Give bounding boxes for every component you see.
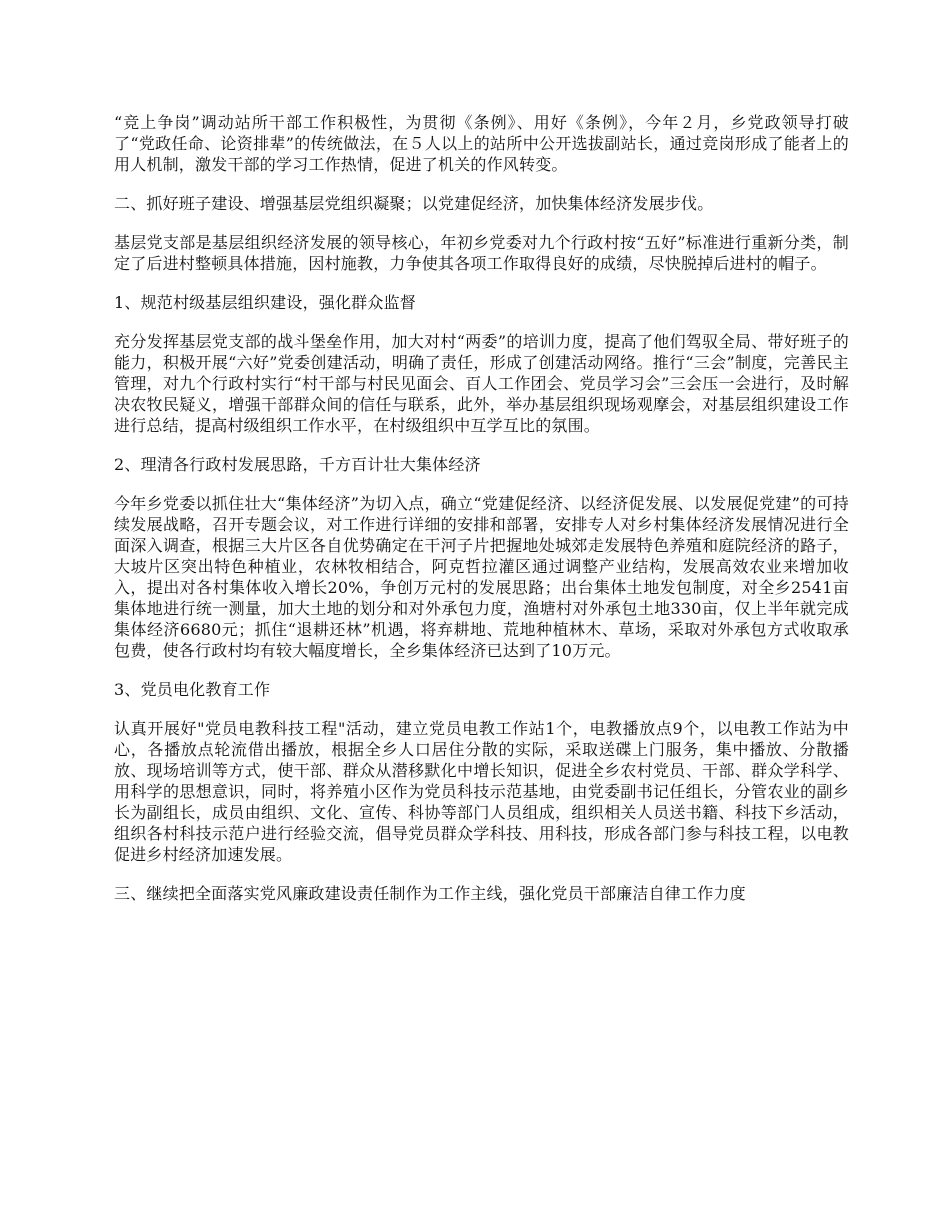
paragraph-competitive-posts: “竞上争岗”调动站所干部工作积极性，为贯彻《条例》、用好《条例》，今年２月，乡党政领导打破了“党政任命、论资排辈”的传统做法，在５人以上的站所中公开选拔副站长，通过竞岗形成了能者上的用人机制，激发干部的学习工作热情，促进了机关的作风转变。 [114,113,849,174]
paragraph-collective-economy: 今年乡党委以抓住壮大“集体经济”为切入点，确立“党建促经济、以经济促发展、以发展促党建”的可持续发展战略，召开专题会议，对工作进行详细的安排和部署，安排专人对乡村集体经济发展情况进行全面深入调查，根据三大片区各自优势确定在干河子片把握地处城郊走发展特色养殖和庭院经济的路子，大坡片区突出特色种植业，农林牧相结合，阿克哲拉灌区通过调整产业结构，发展高效农业来增加收入，提出对各村集体收入增长20%，争创万元村的发展思路；出台集体土地发包制度，对全乡2541亩集体地进行统一测量，加大土地的划分和对外承包力度，渔塘村对外承包土地330亩，仅上半年就完成集体经济6680元；抓住“退耕还林”机遇，将弃耕地、荒地种植林木、草场，采取对外承包方式收取承包费，使各行政村均有较大幅度增长，全乡集体经济已达到了10万元。 [114,494,849,660]
heading-item-three: 3、党员电化教育工作 [114,680,271,699]
heading-section-three: 三、继续把全面落实党风廉政建设责任制作为工作主线，强化党员干部廉洁自律工作力度 [114,884,746,903]
paragraph-electronic-education: 认真开展好"党员电教科技工程"活动，建立党员电教工作站1个，电教播放点9个，以电教工作站为中心，各播放点轮流借出播放，根据全乡人口居住分散的实际，采取送碟上门服务，集中播放、分散播放、现场培训等方式，使干部、群众从潜移默化中增长知识，促进全乡农村党员、干部、群众学科学、用科学的思想意识，同时，将养殖小区作为党员科技示范基地，由党委副书记任组长，分管农业的副乡长为副组长，成员由组织、文化、宣传、科协等部门人员组成，组织相关人员送书籍、科技下乡活动，组织各村科技示范户进行经验交流，倡导党员群众学科技、用科技，形成各部门参与科技工程，以电教促进乡村经济加速发展。 [114,719,849,864]
heading-section-two: 二、抓好班子建设、增强基层党组织凝聚；以党建促经济，加快集体经济发展步伐。 [114,194,714,213]
heading-item-one: 1、规范村级基层组织建设，强化群众监督 [114,293,416,312]
document-body [114,112,849,922]
heading-item-two: 2、理清各行政村发展思路，千方百计壮大集体经济 [114,455,481,474]
paragraph-party-branch-core: 基层党支部是基层组织经济发展的领导核心，年初乡党委对九个行政村按“五好”标准进行重新分类，制定了后进村整顿具体措施，因村施教，力争使其各项工作取得良好的成绩，尽快脱掉后进村的帽子。 [114,233,849,273]
paragraph-fortress-role: 充分发挥基层党支部的战斗堡垒作用，加大对村“两委”的培训力度，提高了他们驾驭全局、带好班子的能力，积极开展“六好”党委创建活动，明确了责任，形成了创建活动网络。推行“三会”制度，完善民主管理，对九个行政村实行“村干部与村民见面会、百人工作团会、党员学习会”三会压一会进行，及时解决农牧民疑义，增强干部群众间的信任与联系，此外，举办基层组织现场观摩会，对基层组织建设工作进行总结，提高村级组织工作水平，在村级组织中互学互比的氛围。 [114,332,849,435]
